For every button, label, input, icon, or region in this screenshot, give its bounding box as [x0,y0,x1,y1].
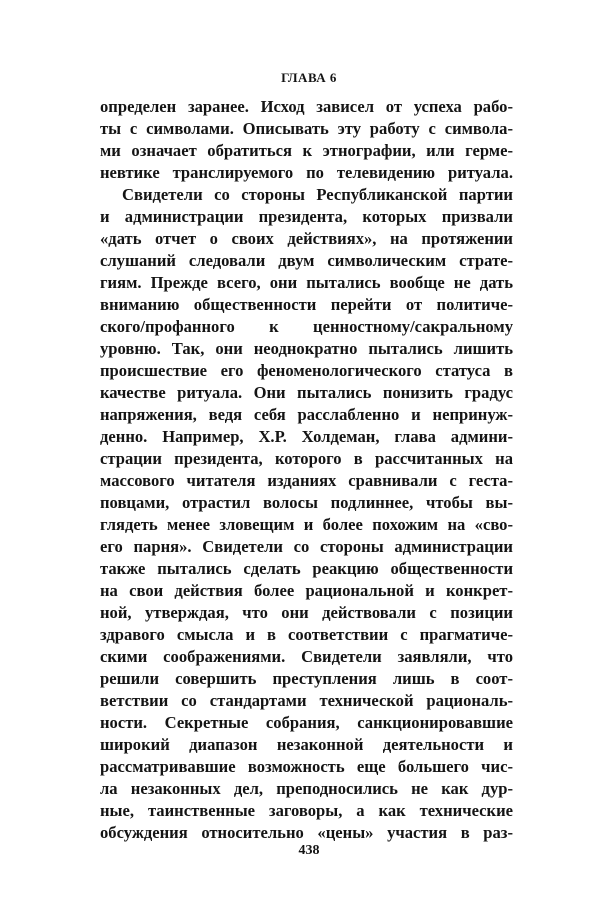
text-line: широкий диапазон незаконной деятельности и [100,735,513,754]
body-text [100,96,513,844]
text-line: определен заранее. Исход зависел от успеха рабо- [100,97,513,116]
text-line: страции президента, которого в рассчитанных на [100,449,513,468]
text-line: ты с символами. Описывать эту работу с символа- [100,119,513,138]
text-line: глядеть менее зловещим и более похожим на «сво- [100,515,513,534]
text-line: скими соображениями. Свидетели заявляли, что [100,647,513,666]
text-line: ми означает обратиться к этнографии, или герме- [100,141,513,160]
text-line: Свидетели со стороны Республиканской партии [122,185,513,204]
text-line: здравого смысла и в соответствии с прагматиче- [100,625,513,644]
text-line: также пытались сделать реакцию общественности [100,559,513,578]
text-line: ности. Секретные собрания, санкционировавшие [100,713,513,732]
text-line: ные, таинственные заговоры, а как технические [100,801,513,820]
text-line: слушаний следовали двум символическим страте- [100,251,513,270]
text-line: на свои действия более рациональной и конкрет- [100,581,513,600]
text-line: ла незаконных дел, преподносились не как дур- [100,779,513,798]
text-line: рассматривавшие возможность еще большего чис- [100,757,513,776]
text-line: вниманию общественности перейти от политиче- [100,295,513,314]
text-line: его парня». Свидетели со стороны администрации [100,537,513,556]
running-header: ГЛАВА 6 [281,70,337,85]
text-line: «дать отчет о своих действиях», на протяжении [100,229,513,248]
text-line: повцами, отрастил волосы подлиннее, чтобы вы- [100,493,513,512]
text-line: обсуждения относительно «цены» участия в раз- [100,823,513,842]
text-line: и администрации президента, которых призвали [100,207,513,226]
text-line: массового читателя изданиях сравнивали с геста- [100,471,513,490]
text-line: невтике транслируемого по телевидению ритуала. [100,163,513,182]
page-number: 438 [298,843,320,858]
text-line: ной, утверждая, что они действовали с позиции [100,603,513,622]
text-line: уровню. Так, они неоднократно пытались лишить [100,339,513,358]
text-line: качестве ритуала. Они пытались понизить градус [100,383,513,402]
text-line: напряжения, ведя себя расслабленно и непринуж- [100,405,513,424]
text-line: ского/профанного к ценностному/сакральному [100,317,513,336]
text-line: денно. Например, Х.Р. Холдеман, глава админи- [100,427,513,446]
text-line: гиям. Прежде всего, они пытались вообще не дать [100,273,513,292]
text-line: ветствии со стандартами технической рациональ- [100,691,513,710]
text-line: происшествие его феноменологического статуса в [100,361,513,380]
text-line: решили совершить преступления лишь в соот- [100,669,513,688]
